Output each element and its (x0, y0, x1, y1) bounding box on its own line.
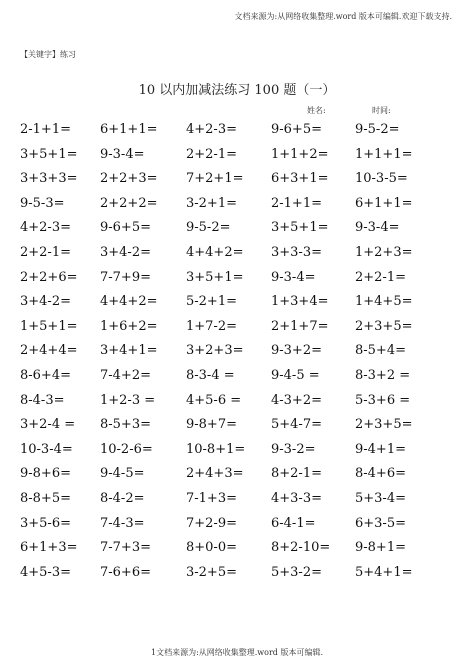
problem-cell: 2-1+1= (271, 195, 322, 211)
problem-cell: 3+4-2= (20, 294, 71, 310)
problem-cell: 3+4+1= (100, 343, 158, 359)
problem-cell: 2-1+1= (20, 122, 71, 137)
problem-cell: 7-6+6= (100, 564, 151, 580)
problem-cell: 8-4-2= (100, 491, 145, 506)
problem-cell: 8-5+3= (100, 417, 151, 433)
problem-cell: 2+2-1= (355, 269, 406, 285)
problem-cell: 8-8+5= (20, 491, 71, 506)
problem-cell: 3+5+1= (20, 146, 78, 162)
problem-cell: 8-5+4= (355, 343, 406, 359)
header-source-note: 文档来源为:从网络收集整理.word 版本可编辑.欢迎下载支持. (234, 12, 452, 21)
problem-cell: 7-7+3= (100, 540, 151, 556)
problem-cell: 4+4+2= (186, 245, 244, 260)
problem-cell: 1+5+1= (20, 318, 78, 334)
problem-cell: 2+4+4= (20, 343, 78, 359)
problem-cell: 5+3-2= (271, 564, 322, 580)
page-title: 10 以内加减法练习 100 题（一） (138, 83, 336, 98)
problem-cell: 4+2-3= (20, 220, 71, 236)
problem-cell: 10-8+1= (186, 441, 246, 457)
problem-cell: 2+2-1= (186, 146, 237, 162)
problem-cell: 6+3-5= (355, 515, 406, 531)
problem-cell: 4+5-3= (20, 564, 71, 580)
problem-cell: 2+2+2= (100, 195, 158, 211)
problem-cell: 8-3-4 = (186, 368, 235, 383)
problem-cell: 1+2+3= (355, 245, 413, 260)
problem-cell: 9-4-5= (100, 466, 145, 482)
problem-cell: 9-3-4= (355, 220, 400, 236)
problem-cell: 9-8+7= (186, 417, 237, 433)
problem-cell: 4-3+2= (271, 392, 322, 408)
problem-cell: 2+2+3= (100, 171, 158, 187)
problem-cell: 9-3+2= (271, 343, 322, 359)
problem-cell: 9-3-4= (100, 146, 145, 162)
problem-cell: 6+1+1= (355, 195, 413, 211)
problem-cell: 4+3-3= (271, 491, 322, 506)
problem-cell: 1+3+4= (271, 294, 329, 310)
problem-cell: 9-4+1= (355, 441, 406, 457)
name-label: 姓名: (307, 106, 326, 115)
problem-cell: 2+1+7= (271, 318, 329, 334)
problem-cell: 8-4-3= (20, 392, 65, 408)
problem-cell: 4+4+2= (100, 294, 158, 310)
problem-cell: 3+3+3= (20, 171, 78, 187)
problem-cell: 10-2-6= (100, 441, 153, 457)
problem-cell: 9-8+6= (20, 466, 71, 482)
keyword-tag: 【关键字】练习 (20, 50, 76, 59)
problem-cell: 7+2-9= (186, 515, 237, 531)
problem-cell: 8+0-0= (186, 540, 237, 556)
problem-cell: 5-2+1= (186, 294, 237, 310)
problem-cell: 3+3-3= (271, 245, 322, 260)
problem-cell: 1+4+5= (355, 294, 413, 310)
problem-cell: 9-4-5 = (271, 368, 320, 383)
footer-note: 1文档来源为:从网络收集整理.word 版本可编辑. (150, 648, 324, 657)
problem-cell: 9-3-2= (271, 441, 316, 457)
problem-cell: 3+5+1= (271, 220, 329, 236)
time-label: 时间: (372, 106, 391, 115)
problem-cell: 2+4+3= (186, 466, 244, 482)
problem-cell: 7-1+3= (186, 491, 237, 506)
problem-cell: 4+2-3= (186, 122, 237, 137)
problem-cell: 9-6+5= (271, 122, 322, 137)
problem-cell: 4+5-6 = (186, 392, 242, 408)
problem-cell: 3+2-4 = (20, 417, 76, 433)
problem-cell: 9-5-2= (355, 122, 400, 137)
problem-cell: 6+3+1= (271, 171, 329, 187)
problem-cell: 9-8+1= (355, 540, 406, 556)
problem-cell: 3+2+3= (186, 343, 244, 359)
problem-cell: 6+1+1= (100, 122, 158, 137)
problem-cell: 3+5-6= (20, 515, 71, 531)
problem-cell: 9-6+5= (100, 220, 151, 236)
problem-cell: 5+3-4= (355, 491, 406, 506)
problem-cell: 3+5+1= (186, 269, 244, 285)
problem-cell: 10-3-5= (355, 171, 408, 187)
exercise-grid (0, 122, 474, 592)
problem-cell: 8+2-10= (271, 540, 331, 556)
problem-cell: 1+2-3 = (100, 392, 156, 408)
problem-cell: 3+4-2= (100, 245, 151, 260)
problem-cell: 3-2+5= (186, 564, 237, 580)
problem-cell: 5+4+1= (355, 564, 413, 580)
problem-cell: 1+7-2= (186, 318, 237, 334)
problem-cell: 7-7+9= (100, 269, 151, 285)
problem-cell: 9-5-2= (186, 220, 231, 236)
problem-cell: 8-3+2 = (355, 368, 411, 383)
problem-cell: 1+6+2= (100, 318, 158, 334)
problem-cell: 1+1+1= (355, 146, 413, 162)
problem-cell: 7+2+1= (186, 171, 244, 187)
problem-cell: 2+2-1= (20, 245, 71, 260)
problem-cell: 8+2-1= (271, 466, 322, 482)
problem-cell: 2+3+5= (355, 318, 413, 334)
problem-cell: 6-4-1= (271, 515, 316, 531)
problem-cell: 5+4-7= (271, 417, 322, 433)
problem-cell: 1+1+2= (271, 146, 329, 162)
problem-cell: 8-6+4= (20, 368, 71, 383)
problem-cell: 10-3-4= (20, 441, 73, 457)
problem-cell: 2+2+6= (20, 269, 78, 285)
problem-cell: 2+3+5= (355, 417, 413, 433)
problem-cell: 9-5-3= (20, 195, 65, 211)
problem-cell: 7-4+2= (100, 368, 151, 383)
problem-cell: 5-3+6 = (355, 392, 411, 408)
problem-cell: 8-4+6= (355, 466, 406, 482)
problem-cell: 6+1+3= (20, 540, 78, 556)
problem-cell: 7-4-3= (100, 515, 145, 531)
problem-cell: 9-3-4= (271, 269, 316, 285)
problem-cell: 3-2+1= (186, 195, 237, 211)
